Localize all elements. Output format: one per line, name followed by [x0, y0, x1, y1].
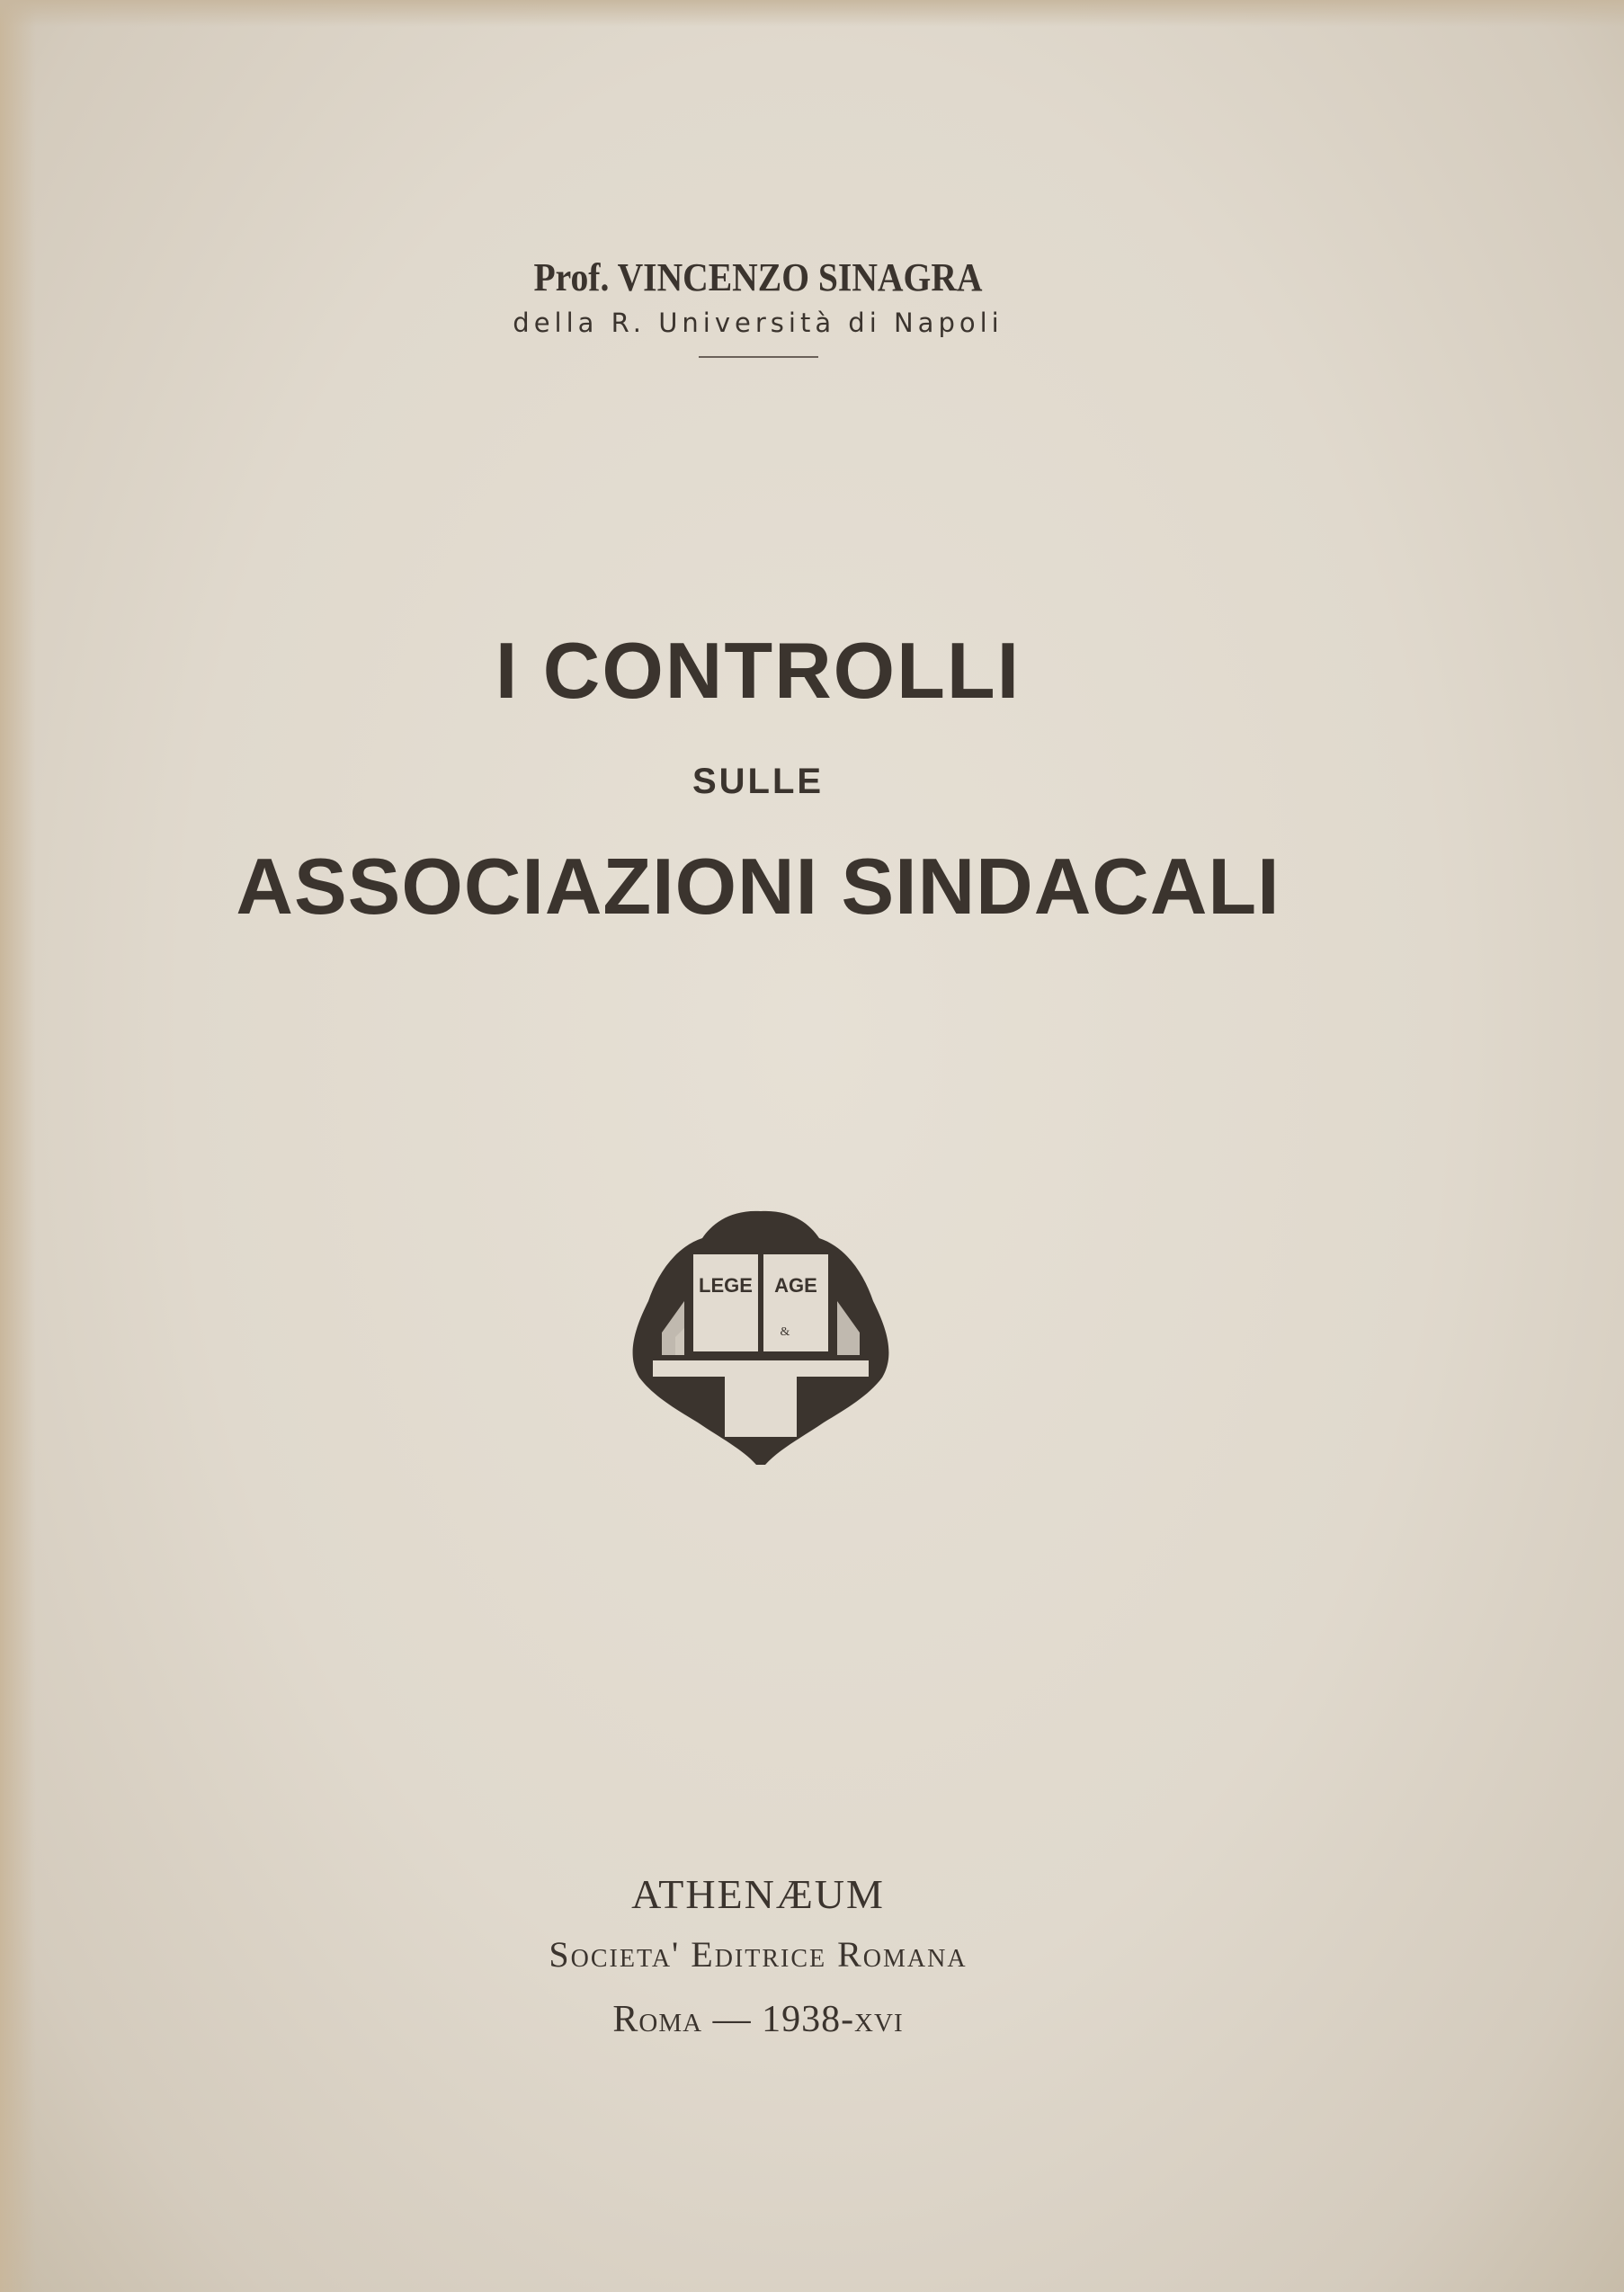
title-line-1: I CONTROLLI: [495, 626, 1022, 715]
title-line-2: SULLE: [692, 762, 825, 801]
divider-rule: [699, 356, 818, 358]
title-line-3: ASSOCIAZIONI SINDACALI: [236, 842, 1280, 931]
publisher-full-name: Societa' Editrice Romana: [549, 1934, 968, 1975]
emblem-text-age: AGE: [774, 1274, 817, 1297]
author-affiliation: della R. Università di Napoli: [513, 308, 1004, 338]
place-and-date: Roma — 1938-xvi: [612, 1999, 904, 2040]
author-name: Prof. VINCENZO SINAGRA: [533, 255, 983, 299]
publisher-name: ATHENÆUM: [631, 1871, 885, 1917]
svg-text:&: &: [780, 1325, 790, 1339]
paper-edge-stain: [0, 0, 1624, 27]
emblem-text-lege: LEGE: [699, 1274, 753, 1297]
publisher-emblem-icon: [621, 1202, 900, 1467]
